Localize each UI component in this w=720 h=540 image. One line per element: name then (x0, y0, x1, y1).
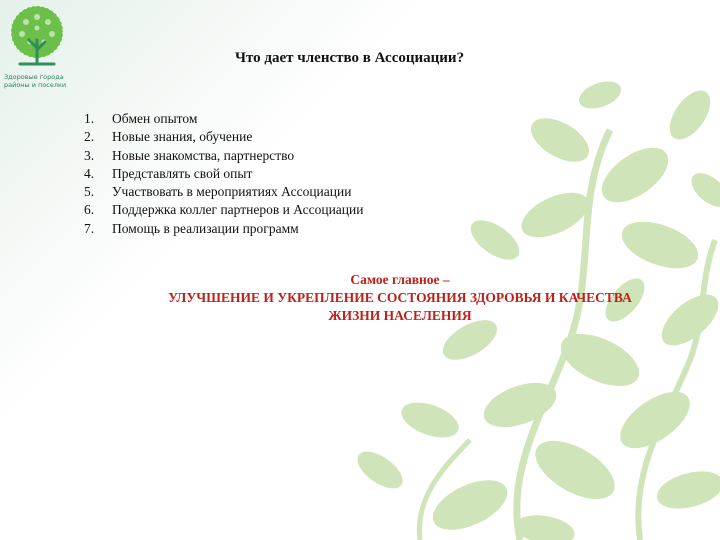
logo (0, 0, 84, 96)
key-message-lead: Самое главное – (350, 272, 450, 287)
list-item-number: 7. (84, 220, 95, 236)
list-item (84, 165, 363, 183)
list-item-number: 1. (84, 111, 95, 126)
logo-caption (4, 73, 84, 89)
list-item (84, 220, 363, 238)
list-item-text: Обмен опытом (112, 111, 198, 126)
key-message (80, 271, 720, 325)
list-item-text: Помощь в реализации программ (112, 220, 299, 236)
leaf (397, 396, 464, 445)
logo-caption-line: районы и поселки (4, 81, 67, 89)
list-item-text: Новые знакомства, партнерство (112, 147, 295, 163)
slide-title: Что дает членство в Ассоциации? (235, 50, 465, 66)
list-item-number: 3. (84, 147, 95, 163)
list-item-number: 4. (84, 165, 95, 181)
leaf (526, 429, 624, 511)
leaf (653, 465, 720, 515)
leaf (685, 167, 720, 214)
list-item (84, 128, 363, 146)
list-item-text: Представлять свой опыт (112, 165, 253, 181)
list-item-number: 2. (84, 129, 95, 145)
leaf (662, 83, 719, 146)
list-item (84, 183, 363, 201)
leaf (611, 381, 699, 460)
leaf (425, 470, 514, 540)
list-item-text: Новые знания, обучение (112, 129, 253, 145)
list-item (84, 147, 363, 165)
leaf (464, 212, 526, 267)
key-message-line: УЛУЧШЕНИЕ И УКРЕПЛЕНИЕ СОСТОЯНИЯ ЗДОРОВЬЯ И КАЧЕСТВА (168, 290, 632, 305)
list-item-text: Поддержка коллег партнеров и Ассоциации (112, 202, 364, 218)
list-item (84, 110, 363, 128)
leaf (351, 444, 409, 495)
key-message-line: ЖИЗНИ НАСЕЛЕНИЯ (328, 308, 472, 323)
list-item-number: 5. (84, 184, 95, 200)
list-item-number: 6. (84, 202, 95, 218)
leaf (616, 213, 705, 278)
leaf (575, 76, 625, 114)
list-item (84, 201, 363, 219)
logo-caption-line: Здоровые города (4, 73, 64, 81)
tree-logo-icon (6, 4, 68, 68)
benefits-list (84, 110, 363, 238)
leaf (553, 323, 647, 397)
leaf (513, 511, 577, 540)
list-item-text: Участвовать в мероприятиях Ассоциации (112, 184, 352, 200)
leaf (524, 109, 596, 170)
